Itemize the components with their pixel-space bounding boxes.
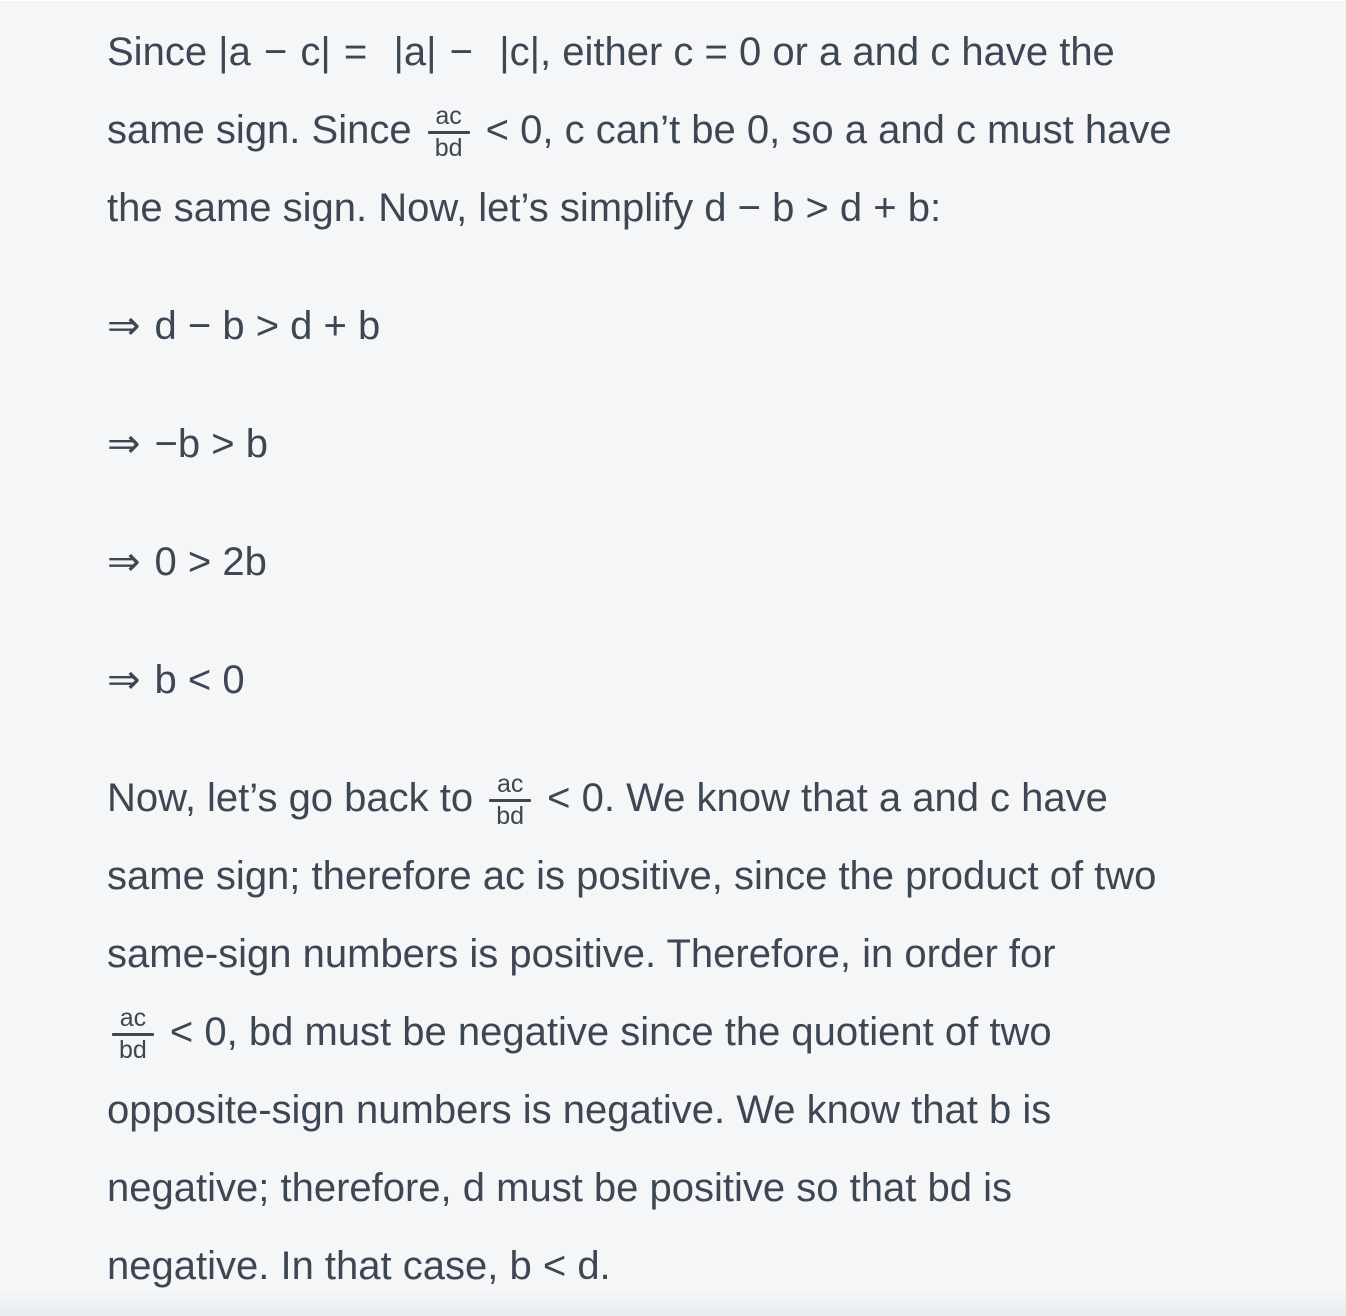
text-run: Now, let’s go back to — [107, 776, 485, 820]
implies-arrow: ⇒ — [107, 540, 141, 584]
text-line — [107, 13, 1286, 91]
paragraph — [107, 759, 1286, 1305]
text-line — [107, 91, 1286, 169]
text-line — [107, 837, 1286, 915]
fraction — [428, 102, 470, 163]
explanation-content — [107, 13, 1286, 1305]
top-edge-divider — [0, 0, 1346, 3]
step-expression: 0 > 2b — [154, 540, 267, 584]
fraction — [112, 1004, 154, 1065]
text-run: the same sign. Now, let’s simplify d − b > d + b: — [107, 186, 942, 230]
text-run: < 0, bd must be negative since the quotient of two — [158, 1010, 1052, 1054]
text-run: negative; therefore, d must be positive so that bd is — [107, 1166, 1012, 1210]
text-run: < 0. We know that a and c have — [536, 776, 1108, 820]
text-run: opposite-sign numbers is negative. We know that b is — [107, 1088, 1052, 1132]
fraction-denominator: bd — [434, 133, 463, 162]
derivation-step — [107, 641, 1286, 719]
text-run: , either c = 0 or a and c have the — [540, 30, 1115, 74]
text-line — [107, 169, 1286, 247]
text-line — [107, 993, 1286, 1071]
text-run: negative. In that case, b < d. — [107, 1244, 611, 1288]
fraction-denominator: bd — [496, 801, 525, 830]
fraction-numerator: ac — [435, 101, 462, 130]
step-expression: b < 0 — [154, 658, 245, 702]
text-run: Since — [107, 30, 219, 74]
step-expression: −b > b — [154, 422, 268, 466]
derivation-step — [107, 523, 1286, 601]
paragraph — [107, 13, 1286, 247]
text-line — [107, 759, 1286, 837]
implies-arrow: ⇒ — [107, 658, 141, 702]
text-line — [107, 1227, 1286, 1305]
text-line — [107, 1071, 1286, 1149]
text-run: same-sign numbers is positive. Therefore, in order for — [107, 932, 1056, 976]
math-expression: |a − c| = |a| − |c| — [218, 30, 540, 74]
text-run: same sign; therefore ac is positive, since the product of two — [107, 854, 1157, 898]
fraction-denominator: bd — [119, 1035, 147, 1064]
text-run: same sign. Since — [107, 108, 423, 152]
derivation-step — [107, 287, 1286, 365]
text-line — [107, 915, 1286, 993]
fraction-numerator: ac — [496, 769, 524, 798]
derivation-step — [107, 405, 1286, 483]
text-line — [107, 1149, 1286, 1227]
text-run: < 0, c can’t be 0, so a and c must have — [474, 108, 1172, 152]
fraction-numerator: ac — [119, 1003, 147, 1032]
implies-arrow: ⇒ — [107, 422, 141, 466]
implies-arrow: ⇒ — [107, 304, 141, 348]
fraction — [489, 770, 531, 831]
step-expression: d − b > d + b — [154, 304, 381, 348]
